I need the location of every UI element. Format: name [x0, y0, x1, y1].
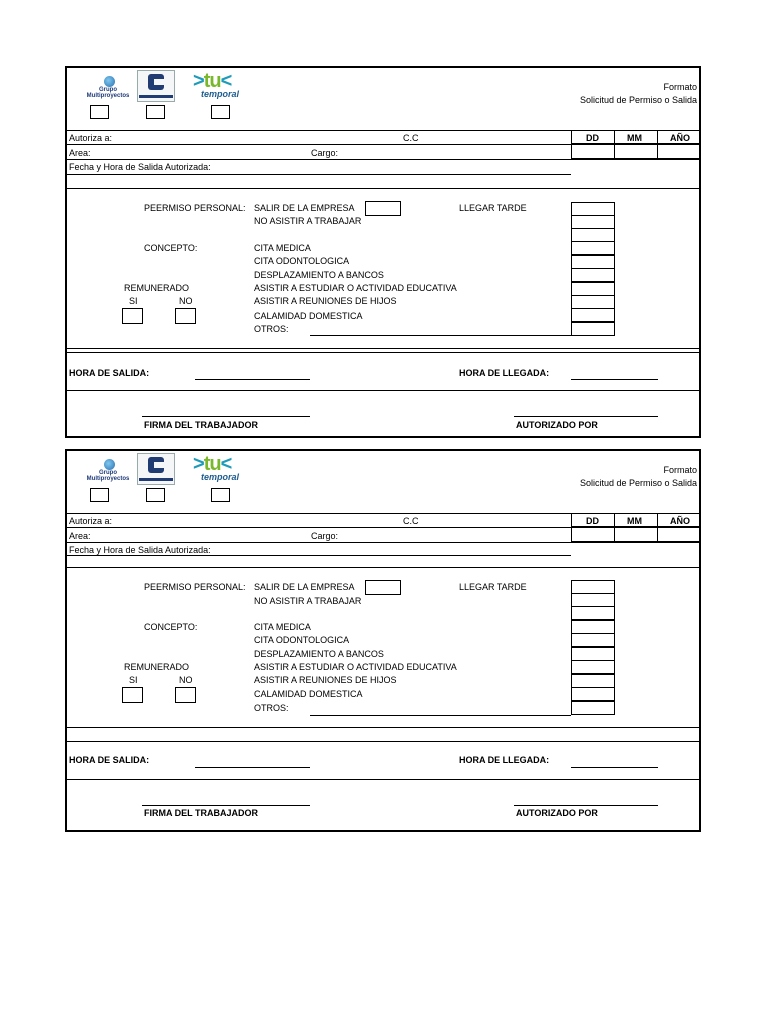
mm-label: MM — [627, 516, 642, 526]
firma-trabajador-line[interactable] — [142, 805, 310, 806]
tu-temporal-logo: >tu< temporal — [193, 70, 240, 99]
llegar-tarde-label: LLEGAR TARDE — [459, 582, 527, 592]
form-subtitle: Solicitud de Permiso o Salida — [579, 478, 697, 488]
cargo-label: Cargo: — [311, 531, 339, 541]
check-cell-3[interactable] — [571, 606, 615, 620]
autoriza-label: Autoriza a: — [69, 516, 113, 526]
firma-trabajador-label: FIRMA DEL TRABAJADOR — [144, 808, 258, 818]
hora-llegada-line[interactable] — [571, 767, 658, 768]
cc-label: C.C — [403, 133, 419, 143]
firma-trabajador-label: FIRMA DEL TRABAJADOR — [144, 420, 258, 430]
check-cell-2[interactable] — [571, 593, 615, 607]
salir-empresa-label: SALIR DE LA EMPRESA — [254, 203, 355, 213]
permission-form-1 — [65, 66, 701, 438]
autorizado-label: AUTORIZADO POR — [516, 420, 598, 430]
concept-item-estudiar: ASISTIR A ESTUDIAR O ACTIVIDAD EDUCATIVA — [254, 662, 457, 672]
check-cell-7[interactable] — [571, 660, 615, 674]
logo-checkbox-1[interactable] — [90, 105, 109, 119]
grupo-multiproyectos-logo: Grupo Multiproyectos — [82, 459, 134, 487]
si-label: SI — [129, 675, 138, 685]
fecha-hora-label: Fecha y Hora de Salida Autorizada: — [69, 162, 211, 172]
area-label: Area: — [69, 531, 91, 541]
otros-line[interactable] — [310, 335, 571, 336]
logo-checkbox-3[interactable] — [211, 488, 230, 502]
autorizado-line[interactable] — [514, 805, 658, 806]
hora-salida-line[interactable] — [195, 379, 310, 380]
concept-item-cita-medica: CITA MEDICA — [254, 243, 311, 253]
mm-label: MM — [627, 133, 642, 143]
check-cell-6[interactable] — [571, 268, 615, 282]
check-cell-5[interactable] — [571, 633, 615, 647]
fecha-hora-label: Fecha y Hora de Salida Autorizada: — [69, 545, 211, 555]
dd-label: DD — [586, 133, 599, 143]
remunerado-si-checkbox[interactable] — [122, 308, 143, 324]
autoriza-label: Autoriza a: — [69, 133, 113, 143]
area-label: Area: — [69, 148, 91, 158]
no-asistir-label: NO ASISTIR A TRABAJAR — [254, 596, 362, 606]
check-cell-6[interactable] — [571, 647, 615, 661]
cc-label: C.C — [403, 516, 419, 526]
check-cell-10[interactable] — [571, 322, 615, 336]
check-cell-9[interactable] — [571, 687, 615, 701]
check-cell-7[interactable] — [571, 282, 615, 296]
hora-llegada-label: HORA DE LLEGADA: — [459, 755, 550, 765]
check-cell-9[interactable] — [571, 308, 615, 322]
hora-llegada-line[interactable] — [571, 379, 658, 380]
check-cell-2[interactable] — [571, 215, 615, 229]
check-cell-1[interactable] — [571, 202, 615, 216]
cedro-logo — [137, 453, 175, 485]
check-cell-1[interactable] — [571, 580, 615, 594]
check-cell-8[interactable] — [571, 295, 615, 309]
date-ano-input[interactable] — [657, 144, 701, 159]
salir-empresa-checkbox[interactable] — [365, 580, 401, 595]
grupo-multiproyectos-logo: Grupo Multiproyectos — [82, 76, 134, 104]
form-subtitle: Solicitud de Permiso o Salida — [579, 95, 697, 105]
concept-item-cita-odontologica: CITA ODONTOLOGICA — [254, 635, 350, 645]
check-cell-3[interactable] — [571, 228, 615, 242]
concept-item-cita-medica: CITA MEDICA — [254, 622, 311, 632]
hora-salida-line[interactable] — [195, 767, 310, 768]
check-cell-4[interactable] — [571, 620, 615, 634]
remunerado-no-checkbox[interactable] — [175, 308, 196, 324]
cedro-logo — [137, 70, 175, 102]
permiso-personal-label: PEERMISO PERSONAL: — [144, 203, 246, 213]
no-asistir-label: NO ASISTIR A TRABAJAR — [254, 216, 362, 226]
dd-label: DD — [586, 516, 599, 526]
concept-item-otros: OTROS: — [254, 703, 289, 713]
concept-item-estudiar: ASISTIR A ESTUDIAR O ACTIVIDAD EDUCATIVA — [254, 283, 457, 293]
concept-item-otros: OTROS: — [254, 324, 289, 334]
check-cell-8[interactable] — [571, 674, 615, 688]
form-title: Formato — [663, 465, 697, 475]
date-mm-input[interactable] — [614, 527, 658, 542]
date-dd-input[interactable] — [571, 527, 615, 542]
remunerado-no-checkbox[interactable] — [175, 687, 196, 703]
firma-trabajador-line[interactable] — [142, 416, 310, 417]
llegar-tarde-label: LLEGAR TARDE — [459, 203, 527, 213]
concept-item-reuniones: ASISTIR A REUNIONES DE HIJOS — [254, 675, 397, 685]
no-label: NO — [179, 675, 193, 685]
concept-item-bancos: DESPLAZAMIENTO A BANCOS — [254, 270, 384, 280]
check-cell-4[interactable] — [571, 241, 615, 255]
tu-temporal-logo: >tu< temporal — [193, 453, 240, 482]
ano-label: AÑO — [670, 516, 690, 526]
date-ano-input[interactable] — [657, 527, 701, 542]
no-label: NO — [179, 296, 193, 306]
concept-item-bancos: DESPLAZAMIENTO A BANCOS — [254, 649, 384, 659]
autorizado-label: AUTORIZADO POR — [516, 808, 598, 818]
concepto-label: CONCEPTO: — [144, 622, 198, 632]
permission-form-2 — [65, 449, 701, 832]
concept-item-calamidad: CALAMIDAD DOMESTICA — [254, 311, 363, 321]
date-dd-input[interactable] — [571, 144, 615, 159]
form-title: Formato — [663, 82, 697, 92]
concept-item-cita-odontologica: CITA ODONTOLOGICA — [254, 256, 350, 266]
si-label: SI — [129, 296, 138, 306]
remunerado-si-checkbox[interactable] — [122, 687, 143, 703]
concept-item-calamidad: CALAMIDAD DOMESTICA — [254, 689, 363, 699]
remunerado-label: REMUNERADO — [124, 283, 190, 293]
autorizado-line[interactable] — [514, 416, 658, 417]
otros-line[interactable] — [310, 715, 571, 716]
concept-item-reuniones: ASISTIR A REUNIONES DE HIJOS — [254, 296, 397, 306]
salir-empresa-checkbox[interactable] — [365, 201, 401, 216]
permiso-personal-label: PEERMISO PERSONAL: — [144, 582, 246, 592]
check-cell-5[interactable] — [571, 255, 615, 269]
cargo-label: Cargo: — [311, 148, 339, 158]
date-mm-input[interactable] — [614, 144, 658, 159]
logo-checkbox-2[interactable] — [146, 105, 165, 119]
hora-salida-label: HORA DE SALIDA: — [69, 755, 150, 765]
concepto-label: CONCEPTO: — [144, 243, 198, 253]
logo-checkbox-2[interactable] — [146, 488, 165, 502]
hora-salida-label: HORA DE SALIDA: — [69, 368, 150, 378]
hora-llegada-label: HORA DE LLEGADA: — [459, 368, 550, 378]
salir-empresa-label: SALIR DE LA EMPRESA — [254, 582, 355, 592]
check-cell-10[interactable] — [571, 701, 615, 715]
remunerado-label: REMUNERADO — [124, 662, 190, 672]
logo-checkbox-1[interactable] — [90, 488, 109, 502]
logo-checkbox-3[interactable] — [211, 105, 230, 119]
ano-label: AÑO — [670, 133, 690, 143]
